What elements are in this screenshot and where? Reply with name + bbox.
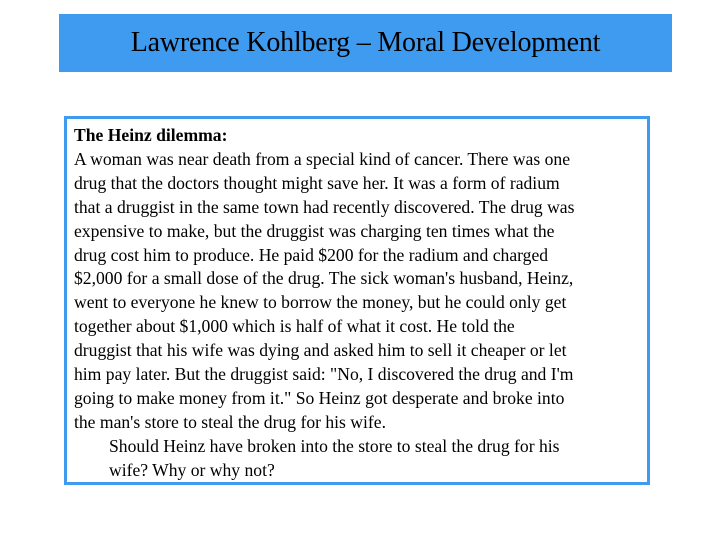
dilemma-text-box bbox=[64, 116, 650, 485]
story-line: druggist that his wife was dying and asked him to sell it cheaper or let bbox=[74, 340, 567, 361]
story-line: drug that the doctors thought might save her. It was a form of radium bbox=[74, 172, 560, 193]
story-line: expensive to make, but the druggist was charging ten times what the bbox=[74, 220, 555, 241]
story-line: went to everyone he knew to borrow the money, but he could only get bbox=[74, 292, 567, 313]
title-bar bbox=[59, 14, 672, 72]
story-line: A woman was near death from a special kind of cancer. There was one bbox=[74, 148, 571, 169]
story-line: the man's store to steal the drug for his wife. bbox=[74, 411, 386, 432]
story-line: that a druggist in the same town had recently discovered. The drug was bbox=[74, 196, 575, 217]
story-line: him pay later. But the druggist said: "No, I discovered the drug and I'm bbox=[74, 364, 574, 385]
slide-title: Lawrence Kohlberg – Moral Development bbox=[130, 27, 601, 58]
story-line: $2,000 for a small dose of the drug. The sick woman's husband, Heinz, bbox=[74, 268, 574, 289]
question-line: wife? Why or why not? bbox=[109, 459, 275, 480]
dilemma-heading: The Heinz dilemma: bbox=[74, 125, 228, 145]
story-line: together about $1,000 which is half of what it cost. He told the bbox=[74, 316, 515, 337]
story-line: drug cost him to produce. He paid $200 for the radium and charged bbox=[74, 244, 549, 265]
question-line: Should Heinz have broken into the store to steal the drug for his bbox=[109, 435, 560, 456]
story-line: going to make money from it." So Heinz got desperate and broke into bbox=[74, 387, 565, 408]
